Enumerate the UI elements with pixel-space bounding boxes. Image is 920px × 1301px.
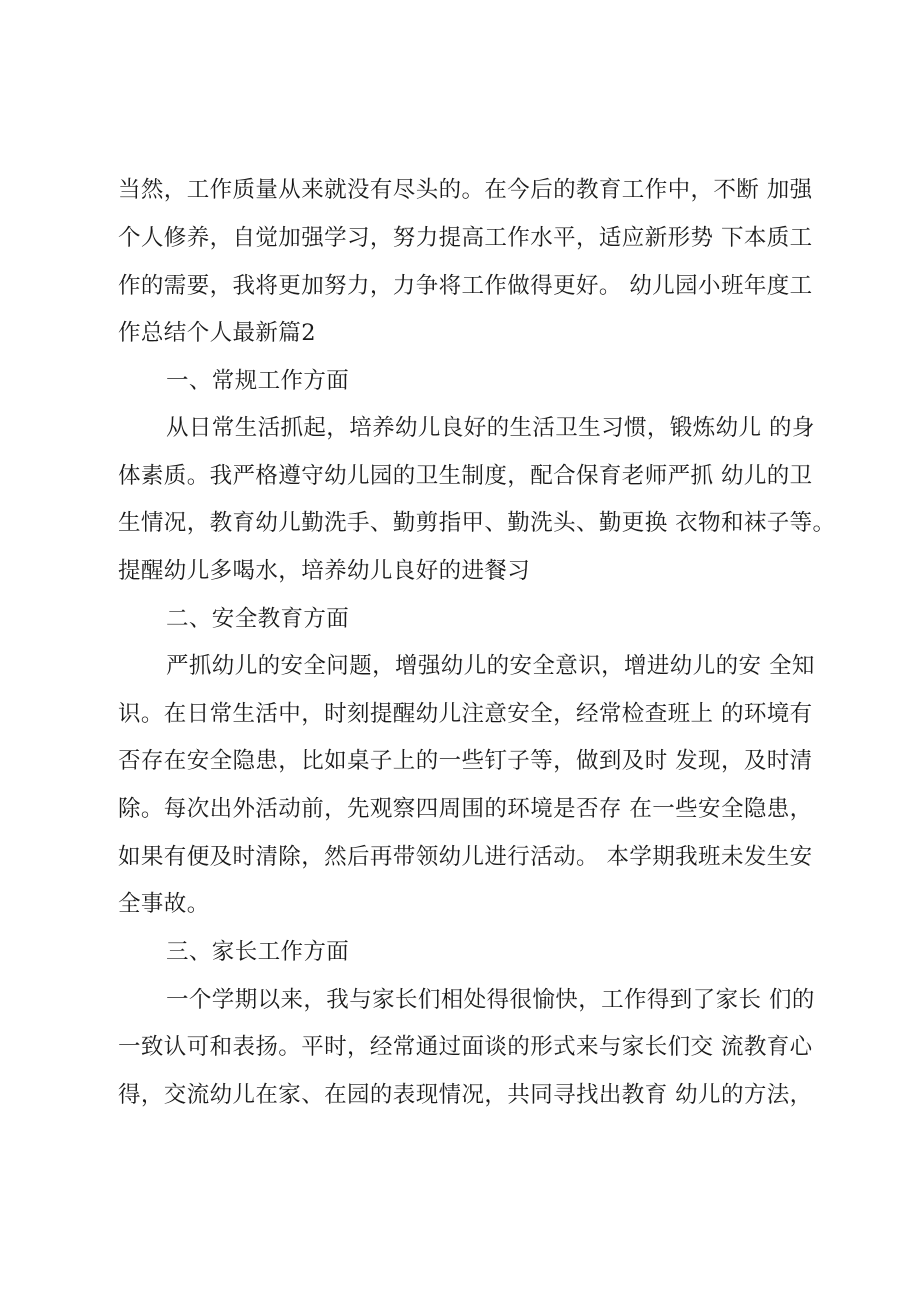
text-line: 如果有便及时清除，然后再带领幼儿进行活动。 本学期我班未发生安 bbox=[118, 844, 813, 870]
text-line: 体素质。我严格遵守幼儿园的卫生制度，配合保育老师严抓 幼儿的卫 bbox=[118, 463, 813, 489]
text-line: 生情况，教育幼儿勤洗手、勤剪指甲、勤洗头、勤更换 衣物和袜子等。 bbox=[118, 510, 836, 536]
text-line: 识。在日常生活中，时刻提醒幼儿注意安全，经常检查班上 的环境有 bbox=[118, 701, 813, 727]
paragraph-line: 一个学期以来，我与家长们相处得很愉快，工作得到了家长 们的 bbox=[166, 987, 815, 1013]
text-line: 提醒幼儿多喝水，培养幼儿良好的进餐习 bbox=[118, 558, 531, 584]
section-heading: 一、常规工作方面 bbox=[166, 368, 350, 394]
text-line: 当然，工作质量从来就没有尽头的。在今后的教育工作中，不断 加强 bbox=[118, 177, 813, 203]
text-line: 否存在安全隐患，比如桌子上的一些钉子等，做到及时 发现，及时清 bbox=[118, 748, 813, 774]
text-line: 全事故。 bbox=[118, 891, 210, 917]
text-line: 个人修养，自觉加强学习，努力提高工作水平，适应新形势 下本质工 bbox=[118, 225, 813, 251]
text-line: 得，交流幼儿在家、在园的表现情况，共同寻找出教育 幼儿的方法， bbox=[118, 1082, 813, 1108]
text-line: 作的需要，我将更加努力，力争将工作做得更好。 幼儿园小班年度工 bbox=[118, 273, 813, 299]
section-heading: 二、安全教育方面 bbox=[166, 606, 350, 632]
paragraph-line: 从日常生活抓起，培养幼儿良好的生活卫生习惯，锻炼幼儿 的身 bbox=[166, 415, 815, 441]
paragraph-line: 严抓幼儿的安全问题，增强幼儿的安全意识，增进幼儿的安 全知 bbox=[166, 653, 815, 679]
text-line: 除。每次出外活动前，先观察四周围的环境是否存 在一些安全隐患， bbox=[118, 796, 813, 822]
text-line: 作总结个人最新篇2 bbox=[118, 320, 316, 346]
section-heading: 三、家长工作方面 bbox=[166, 939, 350, 965]
text-line: 一致认可和表扬。平时，经常通过面谈的形式来与家长们交 流教育心 bbox=[118, 1034, 813, 1060]
